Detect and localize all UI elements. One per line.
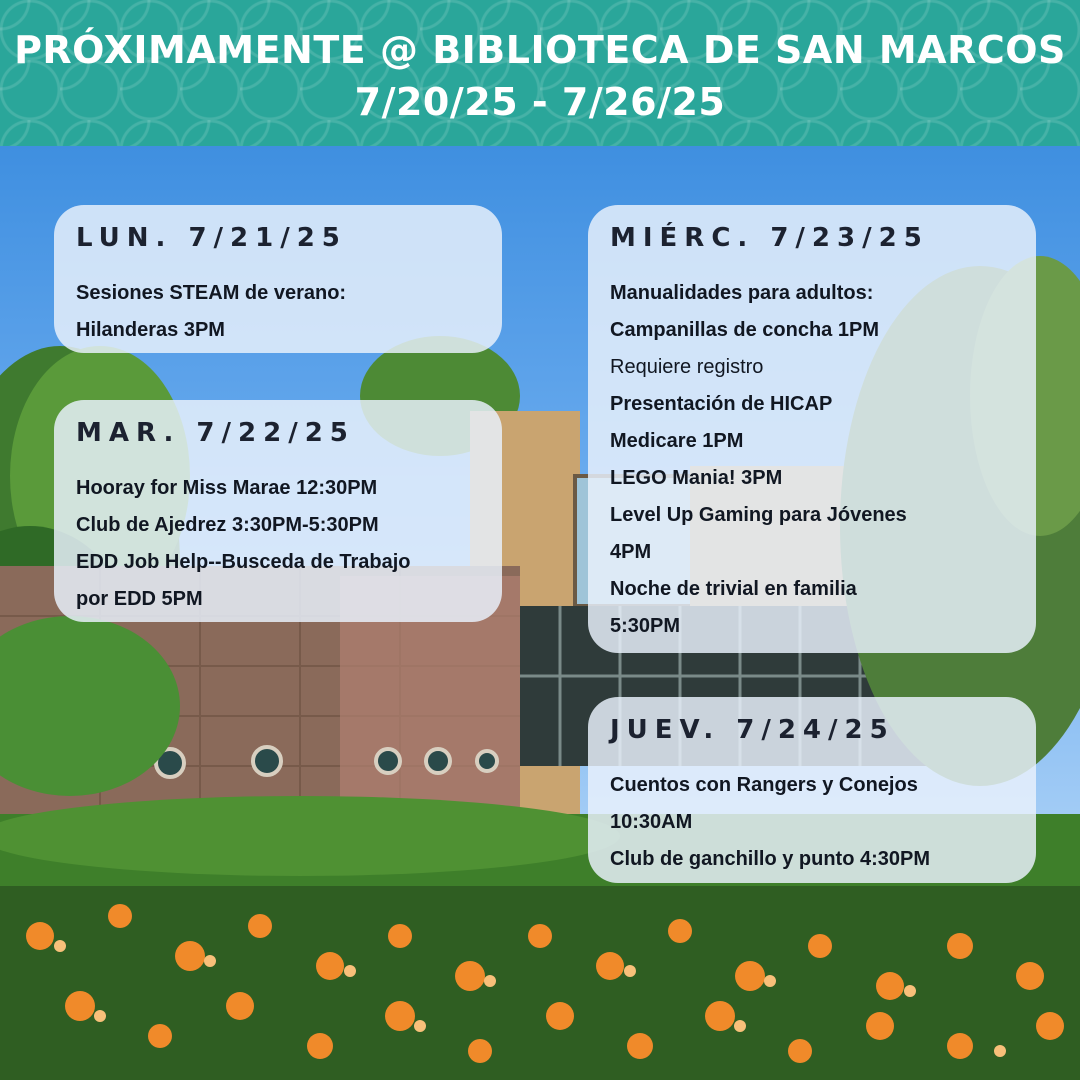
day-label: JUEV. 7/24/25 xyxy=(610,715,895,745)
event-line: Sesiones STEAM de verano: xyxy=(76,282,347,304)
event-line: Noche de trivial en familia xyxy=(610,578,857,600)
event-line: Cuentos con Rangers y Conejos xyxy=(610,774,918,796)
event-line: 4PM xyxy=(610,541,652,563)
title-line-1: PRÓXIMAMENTE @ BIBLIOTECA DE SAN MARCOS xyxy=(14,28,1066,72)
event-list xyxy=(76,275,488,349)
event-list xyxy=(610,275,1022,645)
event-line: Medicare 1PM xyxy=(610,430,744,452)
title-line-2: 7/20/25 - 7/26/25 xyxy=(354,80,726,124)
event-line: Hooray for Miss Marae 12:30PM xyxy=(76,477,378,499)
day-card-tuesday xyxy=(54,400,502,622)
event-list xyxy=(76,470,488,618)
event-line: 10:30AM xyxy=(610,811,693,833)
event-list xyxy=(610,767,1022,878)
event-line: EDD Job Help--Busceda de Trabajo xyxy=(76,551,411,573)
day-card-wednesday xyxy=(588,205,1036,653)
event-line: Manualidades para adultos: xyxy=(610,282,874,304)
event-line: Level Up Gaming para Jóvenes xyxy=(610,504,907,526)
event-line: Campanillas de concha 1PM xyxy=(610,319,879,341)
day-card-thursday xyxy=(588,697,1036,883)
event-line: Hilanderas 3PM xyxy=(76,319,225,341)
banner-title xyxy=(0,24,1080,128)
header-banner xyxy=(0,0,1080,146)
event-line: 5:30PM xyxy=(610,615,681,637)
event-note: Requiere registro xyxy=(610,356,764,378)
day-label: MAR. 7/22/25 xyxy=(76,418,355,448)
day-card-monday xyxy=(54,205,502,353)
event-line: LEGO Mania! 3PM xyxy=(610,467,783,489)
event-line: Club de ganchillo y punto 4:30PM xyxy=(610,848,931,870)
event-line: Club de Ajedrez 3:30PM-5:30PM xyxy=(76,514,379,536)
day-label: MIÉRC. 7/23/25 xyxy=(610,223,929,253)
day-label: LUN. 7/21/25 xyxy=(76,223,347,253)
event-line: Presentación de HICAP xyxy=(610,393,833,415)
event-line: por EDD 5PM xyxy=(76,588,203,610)
